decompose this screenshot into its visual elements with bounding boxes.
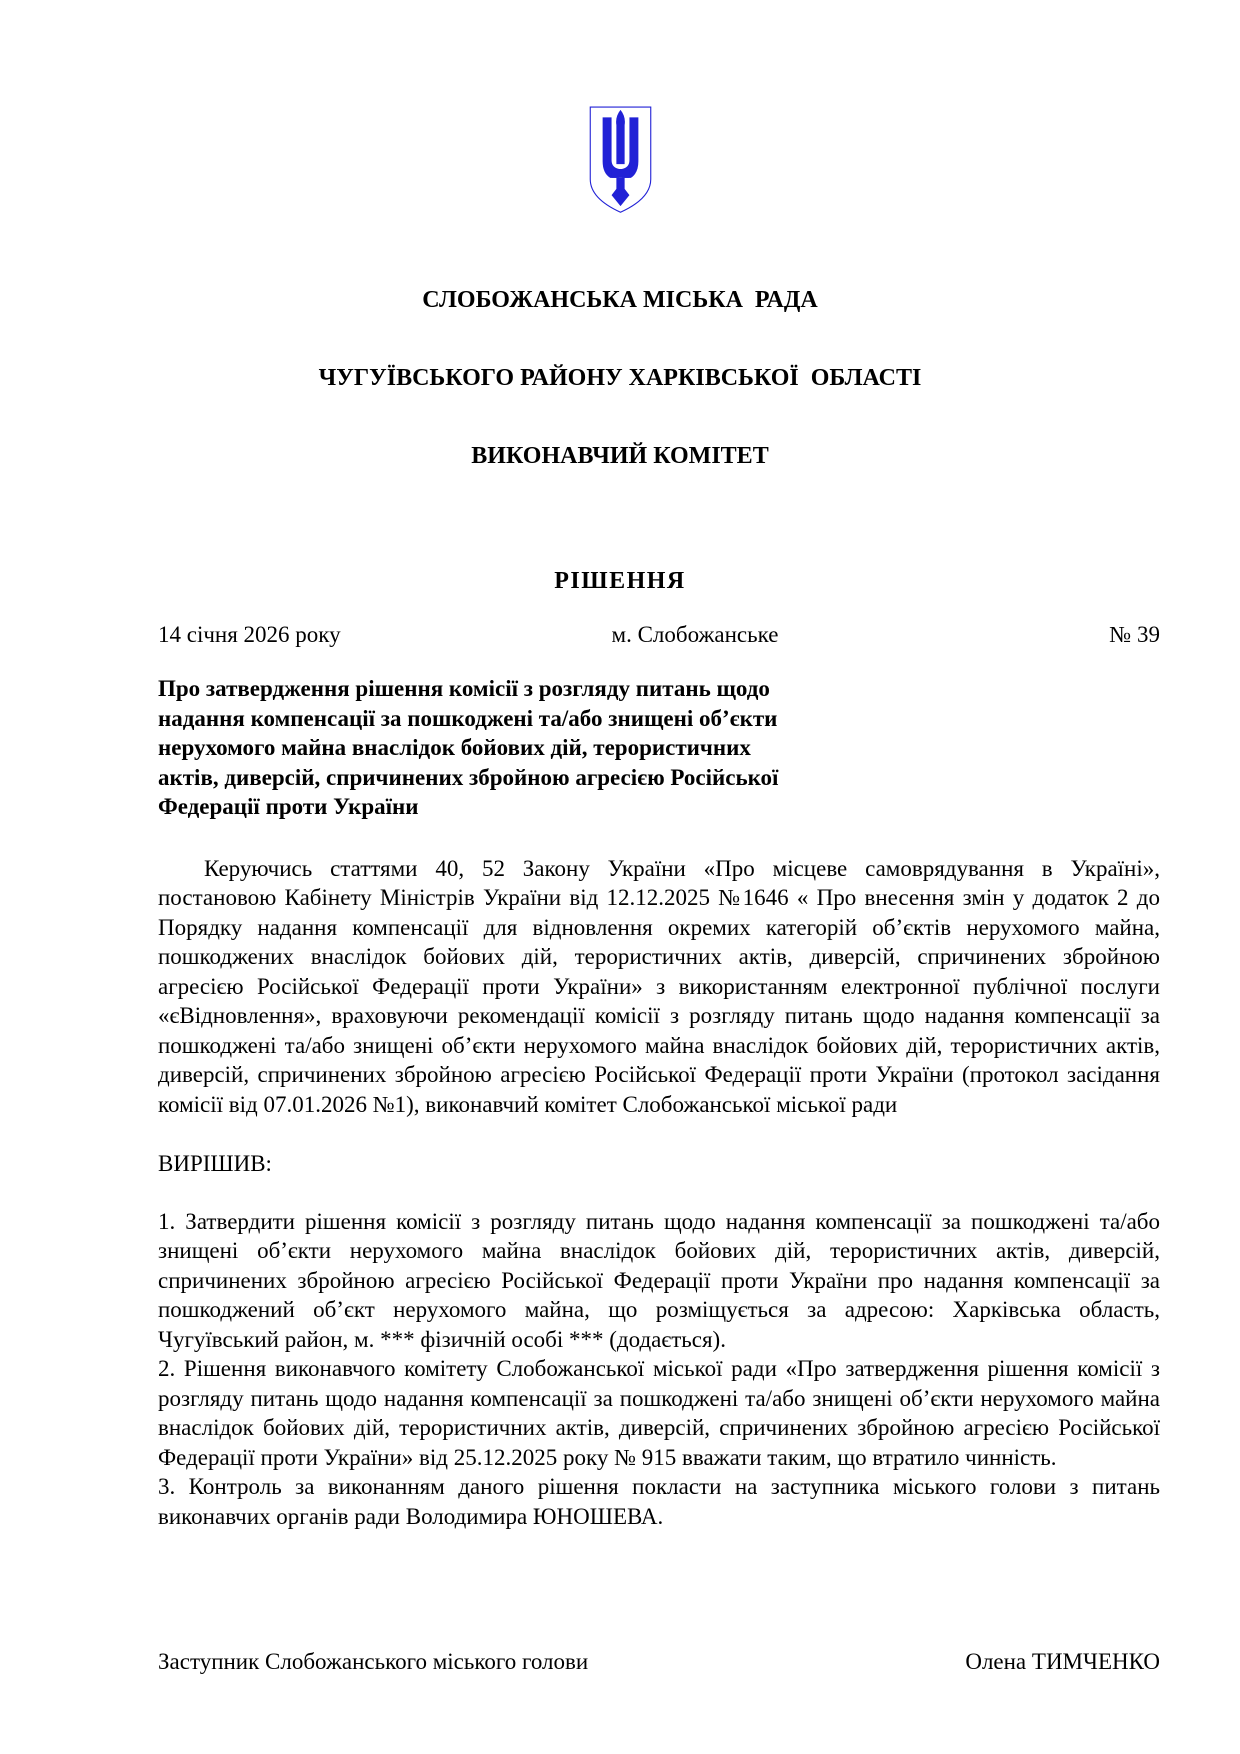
meta-row (158, 620, 1160, 650)
preamble-paragraph: Керуючись статтями 40, 52 Закону України «Про місцеве самоврядування в Україні», постановою Кабінету Міністрів України від 12.12.2025 №1646 « Про внесення змін у додаток 2 до Порядку надання компенсації для відновлення окремих категорій об’єктів нерухомого майна, пошкоджених внаслідок бойових дій, терористичних актів, диверсій, спричинених збройною агресією Російської Федерації проти України» з використанням електронної публічної послуги «єВідновлення», враховуючи рекомендації комісії з розгляду питань щодо надання компенсації за пошкоджені та/або знищені об’єкти нерухомого майна внаслідок бойових дій, терористичних актів, диверсій, спричинених збройною агресією Російської Федерації проти України (протокол засідання комісії від 07.01.2026 №1), виконавчий комітет Слобожанської міської ради (158, 855, 1160, 1117)
trident-crossband (611, 169, 629, 178)
signer-name: Олена ТИМЧЕНКО (965, 1649, 1160, 1674)
org-name: СЛОБОЖАНСЬКА МІСЬКА РАДА (422, 286, 818, 313)
doc-type-title: РІШЕННЯ (554, 567, 686, 594)
org-district: ЧУГУЇВСЬКОГО РАЙОНУ ХАРКІВСЬКОЇ ОБЛАСТІ (318, 364, 922, 391)
org-header (0, 235, 1240, 521)
subject-title: Про затвердження рішення комісії з розгляду питань щодо надання компенсації за пошкоджені та/або знищені об’єкти нерухомого майна внаслідок бойових дій, терористичних актів, диверсій, спричинених збройною агресією Російської Федерації проти України (158, 676, 779, 819)
doc-number: № 39 (1109, 621, 1160, 647)
resolution-item-2: 2. Рішення виконавчого комітету Слобожанської міської ради «Про затвердження рішення комісії з розгляду питань щодо надання компенсації за пошкоджені та/або знищені об’єкти нерухомого майна внаслідок бойових дій, терористичних актів, диверсій, спричинених збройною агресією Російської Федерації проти України» від 25.12.2025 року № 915 вважати таким, що втратило чинність. (158, 1356, 1160, 1470)
resolution-item-1: 1. Затвердити рішення комісії з розгляду питань щодо надання компенсації за пошкоджені та/або знищені об’єкти нерухомого майна внаслідок бойових дій, терористичних актів, диверсій, спричинених збройною агресією Російської Федерації проти України про надання компенсації за пошкоджений об’єкт нерухомого майна, що розміщується за адресою: Харківська область, Чугуївський район, м. *** фізичній особі *** (додається). (158, 1208, 1160, 1352)
doc-date: 14 січня 2026 року (158, 621, 341, 647)
trident-middle-prong (616, 110, 625, 164)
resolution-items (158, 1207, 1160, 1532)
org-committee: ВИКОНАВЧИЙ КОМІТЕТ (471, 442, 769, 469)
tryzub-icon (586, 105, 655, 215)
trident-base (611, 178, 629, 206)
resolution-item-3: 3. Контроль за виконанням даного рішення покласти на заступника міського голови з питань виконавчих органів ради Володимира ЮНОШЕВА. (158, 1474, 1160, 1529)
emblem (0, 105, 1240, 223)
signer-position: Заступник Слобожанського міського голови (158, 1649, 589, 1674)
resolved-label: ВИРІШИВ: (158, 1151, 272, 1176)
signature-row (158, 1647, 1160, 1677)
doc-place: м. Слобожанське (611, 621, 779, 647)
